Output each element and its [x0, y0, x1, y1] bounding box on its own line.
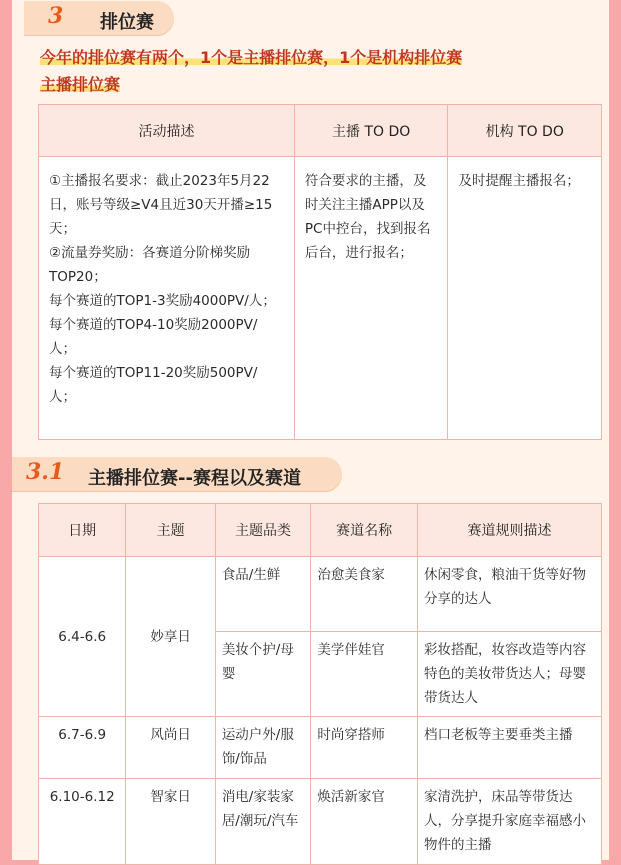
section-title: 主播排位赛--赛程以及赛道 — [88, 468, 301, 489]
anchor-todo-cell: 符合要求的主播，及时关注主播APP以及PC中控台，找到报名后台，进行报名； — [294, 157, 448, 440]
header-cell: 赛道名称 — [311, 504, 418, 557]
description-line: 每个赛道的TOP4-10奖励2000PV/人； — [49, 317, 258, 357]
theme-cell: 智家日 — [126, 779, 215, 865]
header-cell: 主题 — [126, 504, 215, 557]
description-line: ②流量券奖励：各赛道分阶梯奖励TOP20； — [49, 245, 251, 285]
category-cell: 运动户外/服饰/饰品 — [215, 717, 311, 779]
section-title: 排位赛 — [100, 12, 154, 33]
section-3-1-header — [12, 457, 342, 491]
table-row — [39, 779, 602, 865]
theme-cell: 妙享日 — [126, 557, 215, 717]
table-header-row — [39, 105, 602, 157]
category-cell: 食品/生鲜 — [215, 557, 311, 632]
header-cell: 赛道规则描述 — [418, 504, 602, 557]
rule-cell: 家清洗护，床品等带货达人，分享提升家庭幸福感小物件的主播 — [418, 779, 602, 865]
track-cell: 治愈美食家 — [311, 557, 418, 632]
rule-cell: 休闲零食，粮油干货等好物分享的达人 — [418, 557, 602, 632]
description-line: 每个赛道的TOP1-3奖励4000PV/人； — [49, 293, 276, 309]
section-number: 3 — [48, 3, 64, 29]
agency-todo-cell: 及时提醒主播报名； — [448, 157, 602, 440]
date-cell: 6.10-6.12 — [39, 779, 126, 865]
track-cell: 时尚穿搭师 — [311, 717, 418, 779]
description-cell — [39, 157, 295, 440]
date-cell: 6.4-6.6 — [39, 557, 126, 717]
theme-cell: 风尚日 — [126, 717, 215, 779]
header-cell: 活动描述 — [39, 105, 295, 157]
category-cell: 美妆个护/母婴 — [215, 632, 311, 717]
table-row — [39, 557, 602, 632]
section-3-header — [24, 1, 174, 35]
rule-cell: 档口老板等主要垂类主播 — [418, 717, 602, 779]
date-cell: 6.7-6.9 — [39, 717, 126, 779]
rule-cell: 彩妆搭配，妆容改造等内容特色的美妆带货达人；母婴带货达人 — [418, 632, 602, 717]
document-page — [12, 0, 609, 860]
track-cell: 焕活新家官 — [311, 779, 418, 865]
intro-line-2: 主播排位赛 — [40, 75, 121, 94]
track-cell: 美学伴娃官 — [311, 632, 418, 717]
table-row — [39, 157, 602, 440]
track-table — [38, 503, 602, 865]
intro-line-1: 今年的排位赛有两个，1个是主播排位赛，1个是机构排位赛 — [40, 48, 463, 67]
header-cell: 主题品类 — [215, 504, 311, 557]
header-cell: 机构 TO DO — [448, 105, 602, 157]
header-cell: 日期 — [39, 504, 126, 557]
ranking-table — [38, 104, 602, 440]
table-header-row — [39, 504, 602, 557]
description-line: ①主播报名要求：截止2023年5月22日，账号等级≥V4且近30天开播≥15天； — [49, 173, 273, 237]
category-cell: 消电/家装家居/潮玩/汽车 — [215, 779, 311, 865]
header-cell: 主播 TO DO — [294, 105, 448, 157]
table-row — [39, 717, 602, 779]
section-number: 3.1 — [26, 459, 65, 485]
description-line: 每个赛道的TOP11-20奖励500PV/人； — [49, 365, 258, 405]
